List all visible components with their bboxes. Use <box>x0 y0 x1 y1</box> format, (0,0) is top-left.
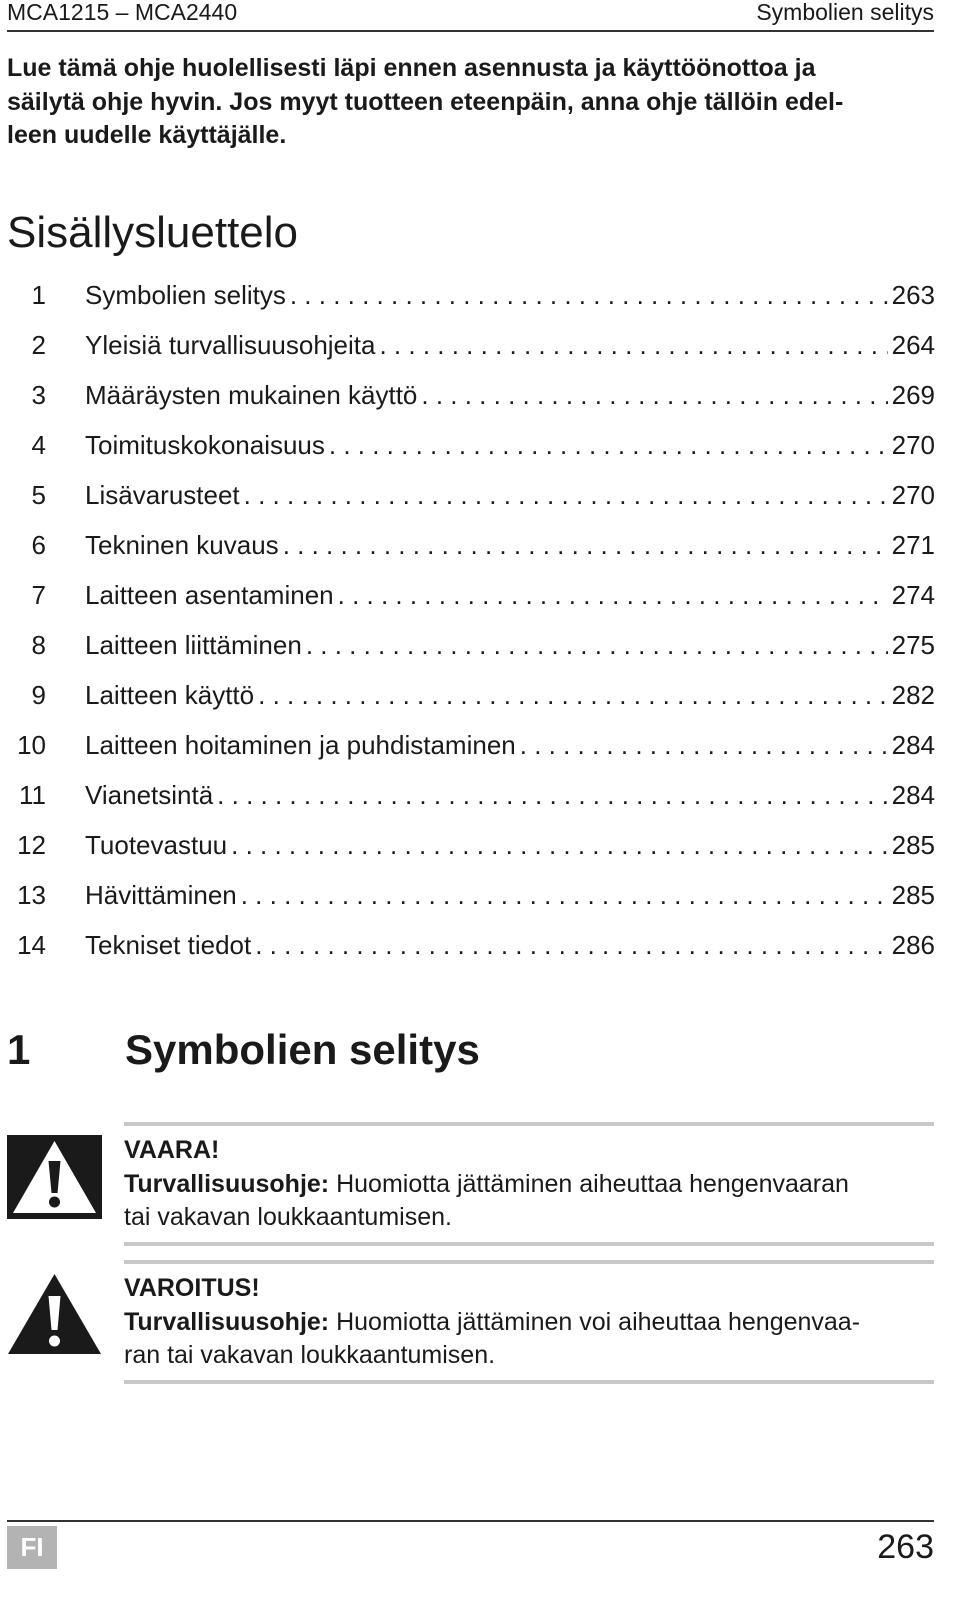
toc-entry-number: 6 <box>31 530 46 560</box>
warning-notice <box>124 1260 934 1384</box>
toc-entry-title: Lisävarusteet <box>85 480 240 510</box>
toc-entry-title: Symbolien selitys <box>85 280 286 310</box>
toc-entry-title: Laitteen asentaminen <box>85 580 334 610</box>
language-badge: FI <box>7 1526 57 1569</box>
page-number: 263 <box>877 1528 934 1566</box>
toc-leader-dots <box>283 525 888 565</box>
toc-entry-number: 7 <box>31 580 46 610</box>
notice-text <box>124 1168 934 1202</box>
toc-entry-number: 4 <box>31 430 46 460</box>
toc-entry-page: 285 <box>891 830 935 860</box>
toc-entry-page: 269 <box>891 380 935 410</box>
notice-lead: Turvallisuusohje: <box>124 1169 330 1198</box>
notice-label: VAARA! <box>124 1136 220 1164</box>
toc-leader-dots <box>379 325 887 365</box>
toc-entry-page: 271 <box>891 530 935 560</box>
header-model: MCA1215 – MCA2440 <box>7 0 238 25</box>
toc-leader-dots <box>258 675 887 715</box>
toc-entry[interactable] <box>0 575 935 615</box>
toc-entry-title: Tuotevastuu <box>85 830 228 860</box>
toc-entry-page: 275 <box>891 630 935 660</box>
toc-title: Sisällysluettelo <box>7 208 299 257</box>
toc-entry[interactable] <box>0 475 935 515</box>
toc-entry[interactable] <box>0 375 935 415</box>
notice-body: Huomiotta jättäminen aiheuttaa hengenvaaran <box>329 1169 849 1198</box>
notice-body: Huomiotta jättäminen voi aiheuttaa hengenvaa- <box>329 1307 861 1336</box>
toc-entry-page: 270 <box>891 430 935 460</box>
toc-entry[interactable] <box>0 275 935 315</box>
toc-entry-number: 1 <box>31 280 46 310</box>
toc-entry-page: 284 <box>891 730 935 760</box>
toc-entry-number: 10 <box>17 730 46 760</box>
toc-leader-dots <box>329 425 888 465</box>
toc-entry-number: 8 <box>31 630 46 660</box>
toc-entry-title: Tekninen kuvaus <box>85 530 279 560</box>
toc-entry-page: 263 <box>891 280 935 310</box>
notice-lead: Turvallisuusohje: <box>124 1307 330 1336</box>
toc-leader-dots <box>255 925 887 965</box>
toc-entry-title: Laitteen käyttö <box>85 680 255 710</box>
toc-entry-page: 285 <box>891 880 935 910</box>
toc-leader-dots <box>306 625 888 665</box>
toc-entry-page: 264 <box>891 330 935 360</box>
toc-entry-page: 282 <box>891 680 935 710</box>
toc-entry-number: 14 <box>17 930 46 960</box>
intro-text <box>7 52 927 153</box>
notice-body: tai vakavan loukkaantumisen. <box>124 1203 452 1231</box>
intro-line: säilytä ohje hyvin. Jos myyt tuotteen eteenpäin, anna ohje tällöin edel- <box>7 87 844 116</box>
toc-entry-page: 286 <box>891 930 935 960</box>
toc-leader-dots <box>520 725 888 765</box>
toc-entry-page: 284 <box>891 780 935 810</box>
toc-entry[interactable] <box>0 925 935 965</box>
section-heading <box>7 1024 480 1076</box>
page-header <box>7 0 934 32</box>
toc-entry[interactable] <box>0 425 935 465</box>
toc-entry[interactable] <box>0 775 935 815</box>
toc-entry-title: Tekniset tiedot <box>85 930 252 960</box>
toc-entry-title: Vianetsintä <box>85 780 214 810</box>
warning-triangle-icon <box>7 1272 102 1356</box>
toc-entry-page: 274 <box>891 580 935 610</box>
danger-notice <box>124 1122 934 1246</box>
toc-entry-number: 9 <box>31 680 46 710</box>
toc-entry-page: 270 <box>891 480 935 510</box>
toc-entry-title: Yleisiä turvallisuusohjeita <box>85 330 376 360</box>
toc-entry-title: Toimituskokonaisuus <box>85 430 325 460</box>
notice-label: VAROITUS! <box>124 1274 260 1302</box>
toc-leader-dots <box>290 275 888 315</box>
toc-entry[interactable] <box>0 625 935 665</box>
section-title: Symbolien selitys <box>125 1026 480 1073</box>
toc-leader-dots <box>244 475 888 515</box>
toc-entry-number: 3 <box>31 380 46 410</box>
danger-warning-triangle-icon <box>7 1135 102 1219</box>
toc-leader-dots <box>231 825 887 865</box>
intro-line: leen uudelle käyttäjälle. <box>7 121 287 149</box>
toc-entry-title: Määräysten mukainen käyttö <box>85 380 418 410</box>
toc-entry[interactable] <box>0 725 935 765</box>
toc-entry[interactable] <box>0 675 935 715</box>
toc-leader-dots <box>241 875 888 915</box>
toc-entry[interactable] <box>0 325 935 365</box>
header-section: Symbolien selitys <box>756 0 934 25</box>
toc-leader-dots <box>338 575 888 615</box>
section-number: 1 <box>7 1026 31 1073</box>
toc-entry-title: Laitteen hoitaminen ja puhdistaminen <box>85 730 516 760</box>
toc-entry-number: 11 <box>19 780 46 810</box>
toc-entry[interactable] <box>0 825 935 865</box>
toc-entry-number: 5 <box>31 480 46 510</box>
toc-entry-title: Laitteen liittäminen <box>85 630 302 660</box>
toc-entry[interactable] <box>0 525 935 565</box>
notice-text <box>124 1306 934 1340</box>
toc-leader-dots <box>217 775 887 815</box>
page-footer <box>7 1520 934 1570</box>
notice-body: ran tai vakavan loukkaantumisen. <box>124 1341 496 1369</box>
toc-entry-number: 2 <box>31 330 46 360</box>
toc-entry-title: Hävittäminen <box>85 880 237 910</box>
toc-entry-number: 13 <box>17 880 46 910</box>
toc-entry-number: 12 <box>17 830 46 860</box>
intro-line: Lue tämä ohje huolellisesti läpi ennen asennusta ja käyttöönottoa ja <box>7 54 816 82</box>
toc-leader-dots <box>421 375 887 415</box>
toc-entry[interactable] <box>0 875 935 915</box>
